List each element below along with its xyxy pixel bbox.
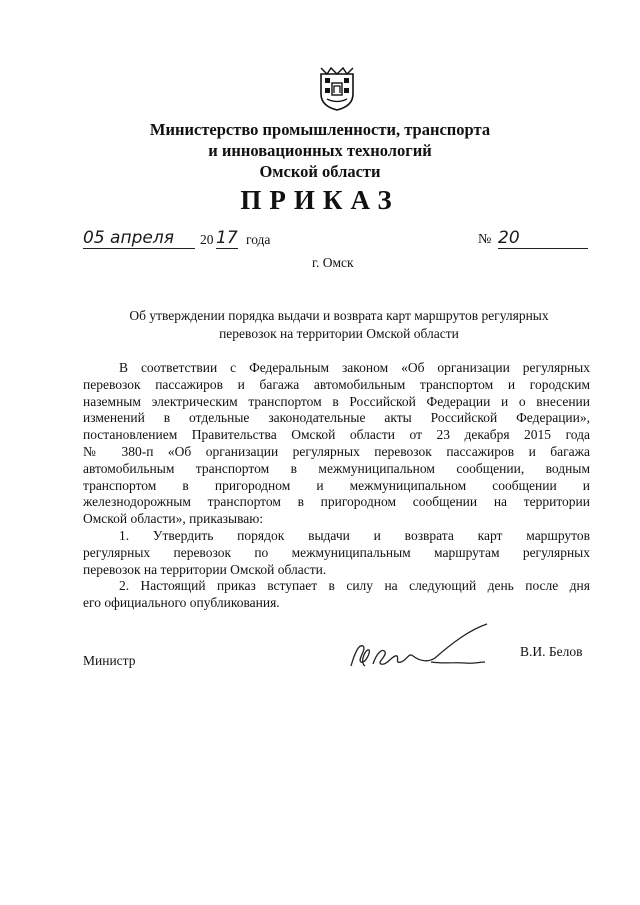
body-line: наземным электрическим транспортом в Российской Федерации и о внесении	[83, 393, 590, 409]
number-label: №	[478, 232, 492, 247]
body-line: изменений в отдельные законодательные акты Российской Федерации»,	[83, 410, 590, 426]
order-subject	[100, 307, 578, 343]
signatory-position: Министр	[83, 653, 136, 668]
body-line: транспортом в пригородном и межмуниципальном сообщении и	[83, 477, 590, 493]
item2-line: его официального опубликования.	[83, 595, 280, 611]
order-number-line	[478, 228, 590, 252]
date-year-prefix: 20	[200, 232, 214, 247]
body-line: № 380-п «Об организации регулярных перевозок пассажиров и багажа	[83, 443, 590, 459]
handwritten-signature	[347, 622, 497, 674]
date-month: апреля	[110, 228, 174, 248]
document-type-title: ПРИКАЗ	[240, 185, 400, 215]
subject-line2: перевозок на территории Омской области	[219, 326, 459, 341]
city: г. Омск	[312, 255, 354, 270]
body-line: постановлением Правительства Омской области от 23 декабря 2015 года	[83, 427, 590, 443]
item1-line: регулярных перевозок по межмуниципальным маршрутам регулярных	[83, 544, 590, 560]
date-day: 05	[83, 228, 105, 248]
item1-line: перевозок на территории Омской области.	[83, 561, 327, 577]
number-value: 20	[498, 228, 588, 249]
ministry-name-line2: и инновационных технологий	[208, 141, 432, 160]
order-body	[83, 360, 590, 612]
signatory-name: В.И. Белов	[520, 644, 583, 659]
coat-of-arms-emblem	[317, 66, 357, 112]
year-word: года	[246, 232, 271, 247]
body-line: Омской области», приказываю:	[83, 511, 264, 527]
subject-line1: Об утверждении порядка выдачи и возврата карт маршрутов регулярных	[129, 308, 549, 323]
date-year-suffix: 17	[216, 228, 238, 248]
ministry-name-line1: Министерство промышленности, транспорта	[149, 120, 491, 139]
body-line: перевозок пассажиров и багажа автомобильным транспортом и городским	[83, 376, 590, 392]
body-line: автомобильным транспортом в межмуниципальном сообщении, водным	[83, 460, 590, 476]
item1-line: 1. Утвердить порядок выдачи и возврата карт маршрутов	[119, 527, 590, 543]
body-line: железнодорожным транспортом в пригородном сообщении на территории	[83, 494, 590, 510]
body-line: В соответствии с Федеральным законом «Об организации регулярных	[119, 360, 590, 375]
date-line	[83, 228, 273, 252]
ministry-name-line3: Омской области	[259, 162, 381, 181]
item2-line: 2. Настоящий приказ вступает в силу на следующий день после дня	[119, 578, 590, 594]
date-handwritten	[83, 228, 195, 249]
